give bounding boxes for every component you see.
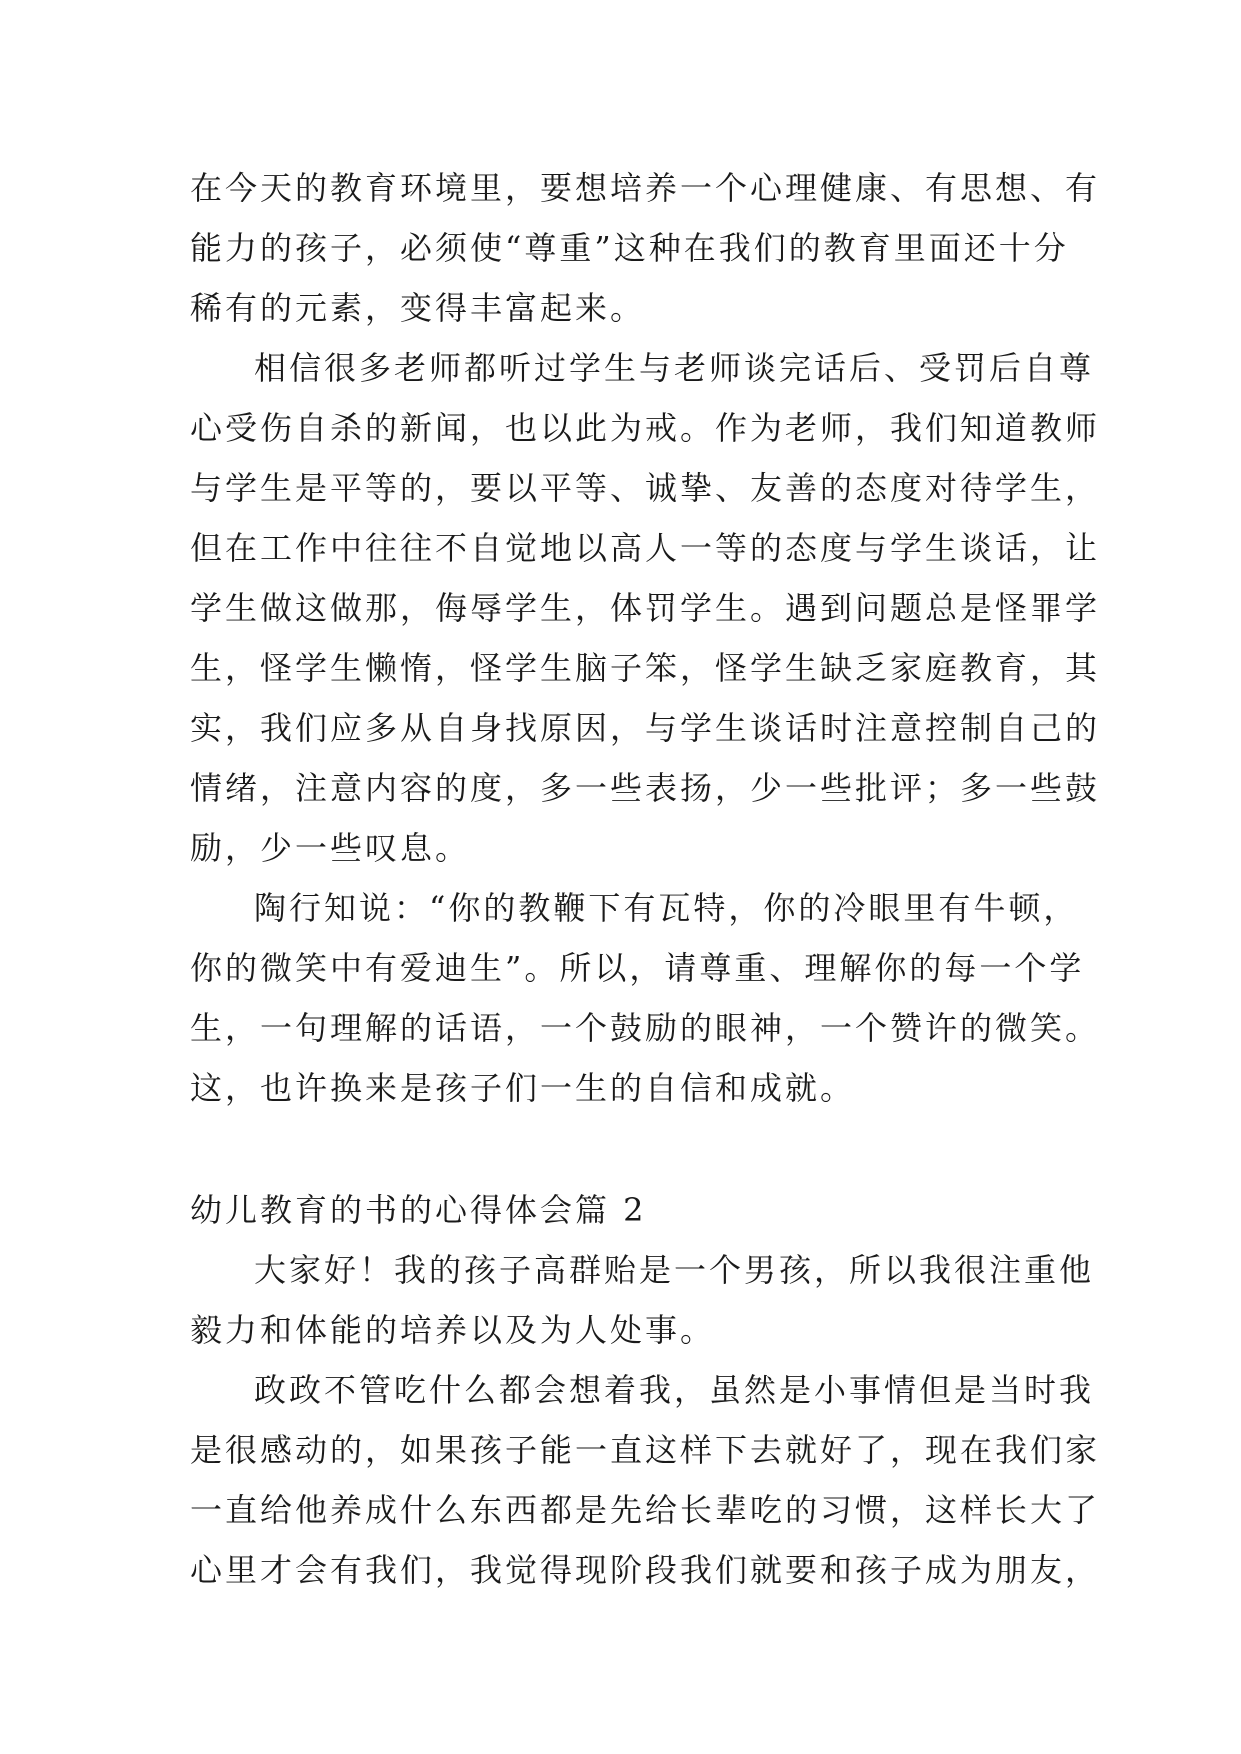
document-body <box>190 158 1101 1600</box>
text-line: 实，我们应多从自身找原因，与学生谈话时注意控制自己的 <box>190 709 1101 747</box>
paragraph <box>190 158 1101 338</box>
text-line: 与学生是平等的，要以平等、诚挚、友善的态度对待学生， <box>190 469 1101 507</box>
text-line: 是很感动的，如果孩子能一直这样下去就好了，现在我们家 <box>190 1431 1101 1469</box>
text-line: 你的微笑中有爱迪生”。所以，请尊重、理解你的每一个学 <box>190 949 1085 987</box>
text-line: 生，一句理解的话语，一个鼓励的眼神，一个赞许的微笑。 <box>190 1009 1101 1047</box>
text-line: 一直给他养成什么东西都是先给长辈吃的习惯，这样长大了 <box>190 1491 1101 1529</box>
text-line: 能力的孩子，必须使“尊重”这种在我们的教育里面还十分 <box>190 229 1069 267</box>
text-line: 相信很多老师都听过学生与老师谈完话后、受罚后自尊 <box>254 349 1095 387</box>
paragraph <box>190 1360 1101 1600</box>
text-line: 励，少一些叹息。 <box>190 829 471 867</box>
text-line: 学生做这做那，侮辱学生，体罚学生。遇到问题总是怪罪学 <box>190 589 1101 627</box>
text-line: 大家好！我的孩子高群贻是一个男孩，所以我很注重他 <box>254 1251 1095 1289</box>
text-line: 心受伤自杀的新闻，也以此为戒。作为老师，我们知道教师 <box>190 409 1101 447</box>
paragraph <box>190 878 1101 1118</box>
text-line: 这，也许换来是孩子们一生的自信和成就。 <box>190 1069 856 1107</box>
paragraph <box>190 1240 1095 1360</box>
section-title: 幼儿教育的书的心得体会篇 2 <box>190 1191 647 1229</box>
text-line: 陶行知说：“你的教鞭下有瓦特，你的冷眼里有牛顿， <box>254 889 1079 927</box>
text-line: 政政不管吃什么都会想着我，虽然是小事情但是当时我 <box>254 1371 1095 1409</box>
text-line: 在今天的教育环境里，要想培养一个心理健康、有思想、有 <box>190 169 1101 207</box>
text-line: 心里才会有我们，我觉得现阶段我们就要和孩子成为朋友， <box>190 1551 1101 1589</box>
paragraph <box>190 338 1101 878</box>
text-line: 情绪，注意内容的度，多一些表扬，少一些批评；多一些鼓 <box>190 769 1101 807</box>
text-line: 但在工作中往往不自觉地以高人一等的态度与学生谈话，让 <box>190 529 1101 567</box>
text-line: 稀有的元素，变得丰富起来。 <box>190 289 646 327</box>
text-line: 毅力和体能的培养以及为人处事。 <box>190 1311 716 1349</box>
section-gap <box>190 1118 1050 1180</box>
text-line: 生，怪学生懒惰，怪学生脑子笨，怪学生缺乏家庭教育，其 <box>190 649 1101 687</box>
